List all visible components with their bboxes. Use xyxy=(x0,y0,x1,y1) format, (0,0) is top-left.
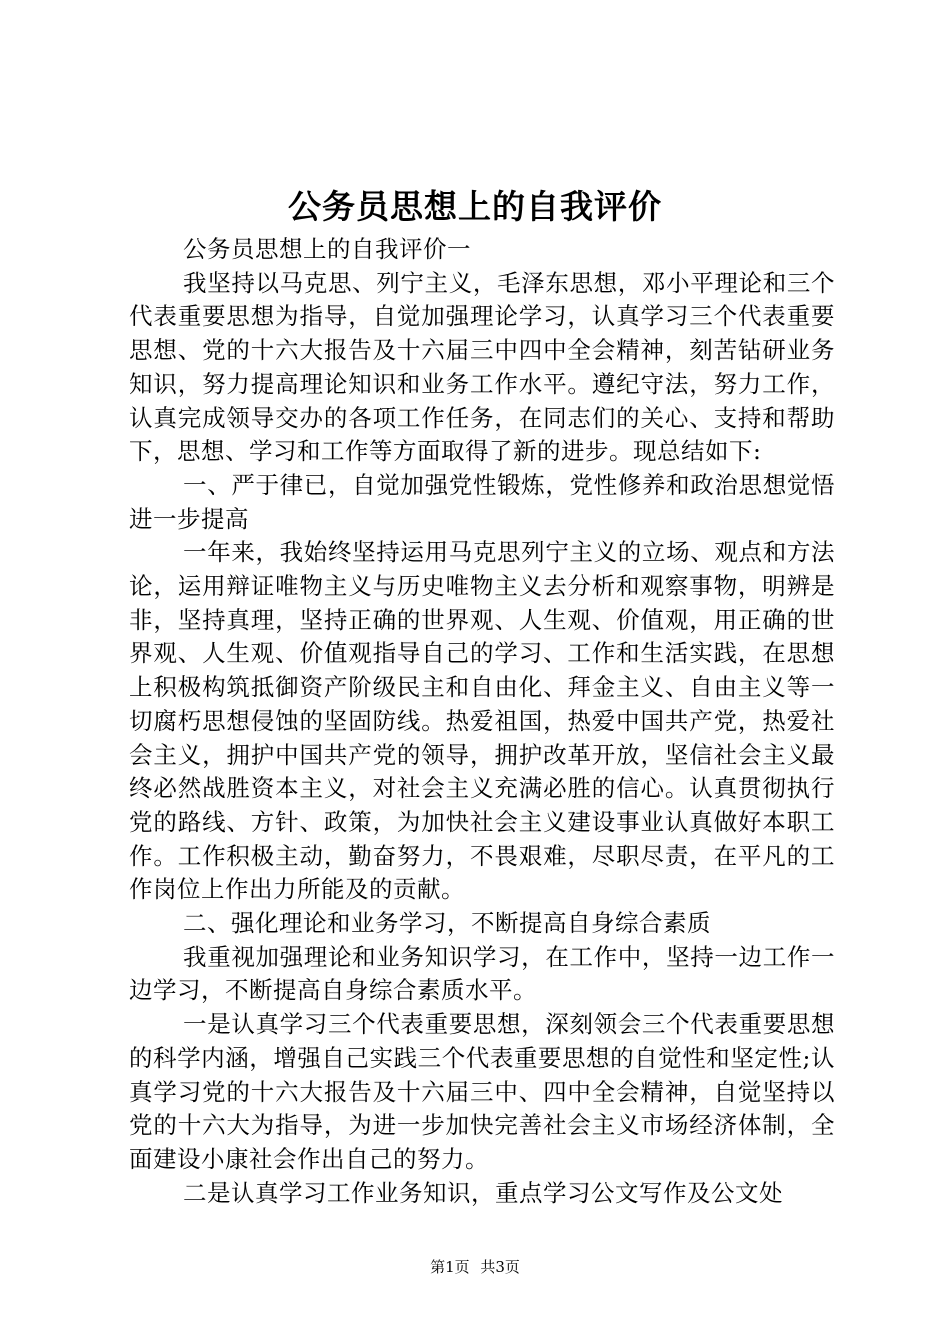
paragraph-point-2: 二是认真学习工作业务知识，重点学习公文写作及公文处 xyxy=(183,1178,784,1207)
page-number: 第1页 xyxy=(430,1258,470,1276)
page-footer xyxy=(0,1257,950,1277)
paragraph-section-2: 我重视加强理论和业务知识学习，在工作中，坚持一边工作一边学习，不断提高自身综合素质水平。 xyxy=(129,942,835,1005)
document-body xyxy=(129,233,835,1210)
section-heading-1: 一、严于律已，自觉加强党性锻炼，党性修养和政治思想觉悟进一步提高 xyxy=(129,470,835,533)
section-heading-2: 二、强化理论和业务学习，不断提高自身综合素质 xyxy=(183,909,712,938)
page-total: 共3页 xyxy=(480,1258,520,1276)
document-title: 公务员思想上的自我评价 xyxy=(288,187,662,226)
paragraph-section-1: 一年来，我始终坚持运用马克思列宁主义的立场、观点和方法论，运用辩证唯物主义与历史唯物主义去分析和观察事物，明辨是非，坚持真理，坚持正确的世界观、人生观、价值观，用正确的世界观、人生观、价值观指导自己的学习、工作和生活实践，在思想上积极构筑抵御资产阶级民主和自由化、拜金主义、自由主义等一切腐朽思想侵蚀的坚固防线。热爱祖国，热爱中国共产党，热爱社会主义，拥护中国共产党的领导，拥护改革开放，坚信社会主义最终必然战胜资本主义，对社会主义充满必胜的信心。认真贯彻执行党的路线、方针、政策，为加快社会主义建设事业认真做好本职工作。工作积极主动，勤奋努力，不畏艰难，尽职尽责，在平凡的工作岗位上作出力所能及的贡献。 xyxy=(129,538,835,904)
paragraph-point-1: 一是认真学习三个代表重要思想，深刻领会三个代表重要思想的科学内涵，增强自己实践三个代表重要思想的自觉性和坚定性;认真学习党的十六大报告及十六届三中、四中全会精神，自觉坚持以党的十六大为指导，为进一步加快完善社会主义市场经济体制，全面建设小康社会作出自己的努力。 xyxy=(129,1010,835,1173)
paragraph-intro: 我坚持以马克思、列宁主义，毛泽东思想，邓小平理论和三个代表重要思想为指导，自觉加强理论学习，认真学习三个代表重要思想、党的十六大报告及十六届三中四中全会精神，刻苦钻研业务知识，努力提高理论知识和业务工作水平。遵纪守法，努力工作，认真完成领导交办的各项工作任务，在同志们的关心、支持和帮助下，思想、学习和工作等方面取得了新的进步。现总结如下: xyxy=(129,268,835,466)
paragraph-subtitle: 公务员思想上的自我评价一 xyxy=(183,235,472,263)
